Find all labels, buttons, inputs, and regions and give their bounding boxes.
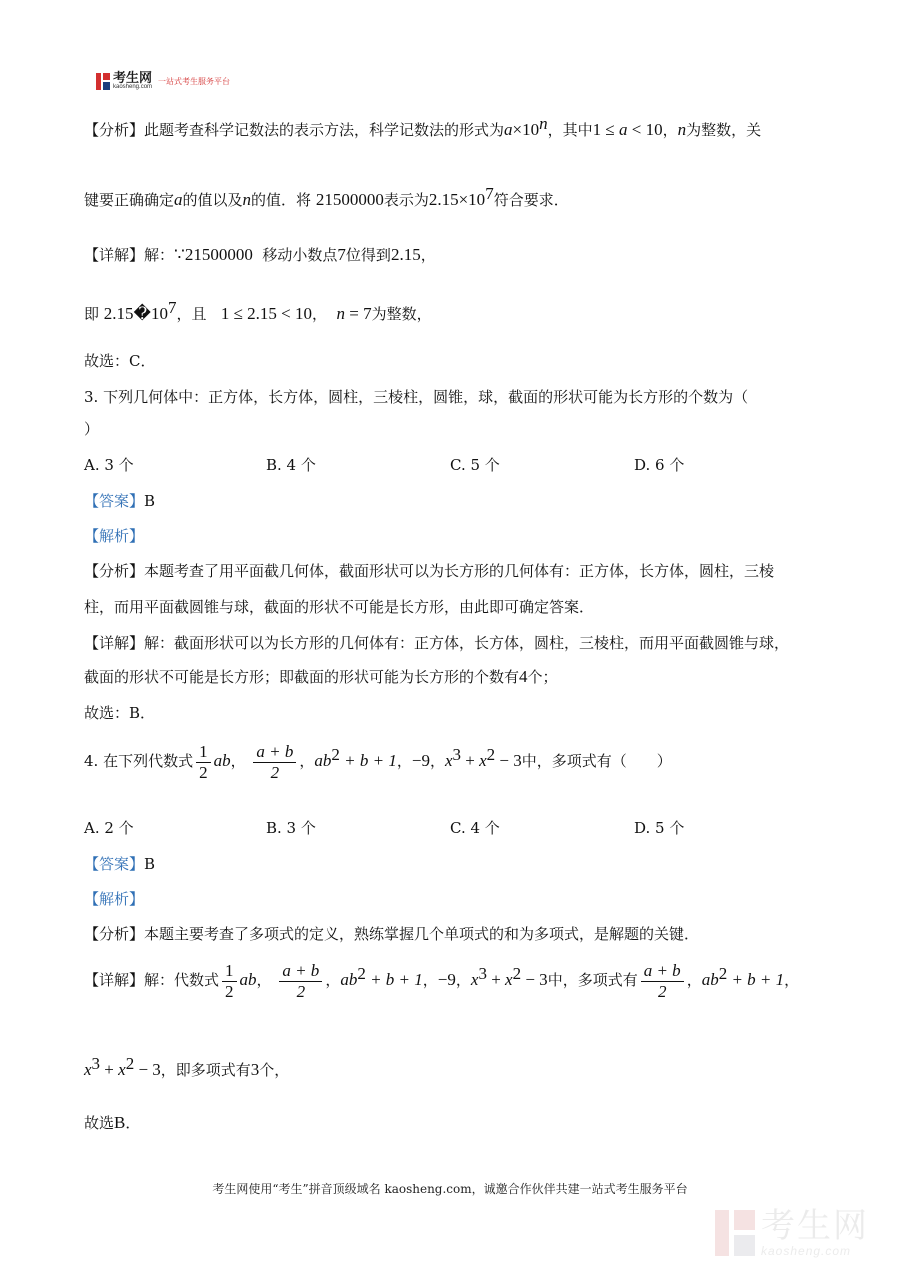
q2-n-var: n — [677, 120, 687, 139]
q4-answer-tag: 【答案】 — [84, 855, 145, 873]
watermark-domain: kaosheng.com — [761, 1244, 852, 1258]
q4-d-comma-5: ， — [686, 971, 702, 989]
q4-ab2: ab — [314, 751, 332, 770]
q4-d-f1-num: 1 — [222, 961, 237, 982]
q2-n-eq-var: n — [336, 304, 346, 323]
q3-answer: B — [144, 492, 156, 510]
q4-detail-line1 — [84, 954, 799, 1002]
logo-brand: 考生网 — [113, 70, 153, 85]
q4-ji-b: 个， — [259, 1061, 290, 1079]
q2-num-sci: 2.15×10 — [428, 190, 486, 209]
q2-comma2: ， — [420, 246, 436, 264]
q2-is-int: 为整数， — [371, 305, 432, 323]
q2-ineq: 1 ≤ 2.15 < 10 — [220, 304, 312, 323]
q4-answer-line — [84, 853, 155, 874]
q3-answer-tag: 【答案】 — [84, 492, 145, 510]
q3-option-a: A. 3 个 — [84, 456, 134, 474]
q4-d-comma-3: ， — [422, 971, 438, 989]
q2-num-big: 21500000 — [315, 190, 384, 209]
q2-analysis-line2 — [84, 184, 569, 210]
q3-detail-1: 解：截面形状可以为长方形的几何体有：正方体，长方体，圆柱，三棱柱，而用平面截圆锥与球， — [144, 634, 790, 652]
q4-ji-a: ，即多项式有 — [160, 1061, 251, 1079]
q2-line2-d: 表示为 — [383, 191, 429, 209]
q3-jiexi-tag: 【解析】 — [84, 527, 145, 545]
q4-j-minus3: − 3 — [134, 1060, 161, 1079]
q4-comma-3: ， — [396, 752, 412, 770]
q4-j-sq: 2 — [125, 1054, 135, 1073]
q4-d2-sq: 2 — [718, 964, 728, 983]
logo-domain: kaosheng.com — [113, 84, 153, 90]
q4-option-c: C. 4 个 — [450, 819, 500, 837]
q2-detail-a: 解： — [144, 246, 175, 264]
q4-ab: ab — [213, 751, 231, 770]
q2-comma-zhong: ，其中 — [547, 121, 593, 139]
q4-jiexi-tag: 【解析】 — [84, 890, 145, 908]
header-logo — [96, 72, 230, 91]
q3-analysis-tag: 【分析】 — [84, 562, 145, 580]
q4-d2-f2-num: a + b — [641, 961, 684, 982]
q3-option-b: B. 4 个 — [266, 456, 316, 474]
q2-val215: 2.15 — [390, 245, 421, 264]
q4-option-a: A. 2 个 — [84, 819, 134, 837]
q2-comma3: ， — [311, 305, 327, 323]
q4-sq2: 2 — [486, 745, 496, 764]
q2-sci-n: n — [539, 114, 548, 133]
q2-sci-x10: ×10 — [512, 120, 540, 139]
footer-text: 考生网使用“考生”拼音顶级域名 kaosheng.com，诚邀合作伙伴共建一站式考生服务平台 — [212, 1182, 688, 1196]
q2-detail-tag: 【详解】 — [84, 246, 145, 264]
q4-d-sq: 2 — [357, 964, 366, 983]
q2-sci-a: a — [504, 120, 513, 139]
q2-range-hi: < 10 — [627, 120, 663, 139]
q2-detail-num: 21500000 — [184, 245, 253, 264]
q2-because: ∵ — [174, 245, 185, 264]
q2-analysis-line1 — [84, 114, 761, 140]
q4-detail-mid: 中，多项式有 — [547, 971, 638, 989]
q4-period: ． — [125, 1114, 141, 1132]
q2-line2-a: 键要正确确定 — [84, 191, 175, 209]
q4-d-cube: 3 — [478, 964, 487, 983]
q4-comma-1: ， — [230, 752, 246, 770]
q3-answer-line — [84, 490, 155, 511]
q4-d-neg9: −9 — [437, 970, 456, 989]
q4-neg9: −9 — [411, 751, 430, 770]
q3-analysis-1: 本题考查了用平面截几何体，截面形状可以为长方形的几何体有：正方体，长方体，圆柱，三棱 — [144, 562, 775, 580]
q3-option-d: D. 6 个 — [634, 456, 685, 474]
q3-detail-2b: 个； — [527, 668, 558, 686]
q2-eq-left: 2.15�10 — [103, 304, 168, 323]
q4-stem-a: 4. 在下列代数式 — [84, 752, 194, 770]
q4-j-x2: x — [118, 1060, 126, 1079]
q4-d-f2-num: a + b — [279, 961, 322, 982]
q2-n-eq: = 7 — [345, 304, 372, 323]
q3-choose: 故选：B． — [84, 704, 156, 722]
q4-answer: B — [144, 855, 156, 873]
q2-qie: ，且 — [176, 305, 207, 323]
q4-comma-4: ， — [429, 752, 445, 770]
logo-icon — [96, 73, 110, 90]
q2-ji: 即 — [84, 305, 100, 323]
q4-three: 3 — [250, 1060, 260, 1079]
q4-j-cube: 3 — [91, 1054, 101, 1073]
q4-detail-fraction-half — [222, 961, 237, 1002]
watermark-logo-icon — [715, 1210, 755, 1256]
q4-plus: + — [461, 751, 480, 770]
q4-comma-end: ， — [784, 971, 800, 989]
q2-range-a: a — [618, 120, 628, 139]
q2-line2-b: 的值以及 — [182, 191, 243, 209]
q4-f2-num: a + b — [253, 742, 296, 763]
q4-f2-den: 2 — [270, 762, 280, 782]
q4-detail-a: 解：代数式 — [144, 971, 220, 989]
q4-d-x: x — [470, 970, 479, 989]
q4-j-plus: + — [100, 1060, 119, 1079]
q2-line2-e: 符合要求． — [493, 191, 569, 209]
q4-d-plus: + — [486, 970, 506, 989]
q2-range-lo: 1 ≤ — [592, 120, 619, 139]
q4-detail-fraction-sum — [279, 961, 322, 1002]
q4-x: x — [444, 751, 453, 770]
q4-d2-f2-den: 2 — [657, 981, 667, 1001]
q2-exp7b: 7 — [167, 298, 177, 317]
q2-exp7: 7 — [485, 184, 494, 203]
q4-d2-ab2: ab — [701, 970, 719, 989]
q2-line2-c: 的值．将 — [251, 191, 312, 209]
watermark — [715, 1208, 869, 1258]
q2-a-var: a — [174, 190, 183, 209]
q4-sq: 2 — [331, 745, 340, 764]
q3-stem: 3. 下列几何体中：正方体，长方体，圆柱，三棱柱，圆锥，球，截面的形状可能为长方形的个数为（ — [84, 388, 749, 406]
q4-d-comma-2: ， — [325, 971, 341, 989]
q4-detail-tag: 【详解】 — [84, 971, 145, 989]
q4-analysis-line — [84, 923, 699, 944]
q2-ji-line — [84, 298, 432, 324]
q4-choose-line — [84, 1112, 140, 1133]
q2-detail-c: 位得到 — [345, 246, 391, 264]
q3-analysis-line1 — [84, 560, 774, 581]
q4-stem-b: 中，多项式有（ ） — [521, 752, 672, 770]
q4-d-minus3: − 3 — [521, 970, 548, 989]
q4-j-x: x — [84, 1060, 92, 1079]
logo-slogan: 一站式考生服务平台 — [158, 77, 231, 86]
q4-d-f1-den: 2 — [225, 981, 234, 1001]
q4-f1-den: 2 — [199, 762, 208, 782]
q4-comma-2: ， — [299, 752, 315, 770]
q4-d-sq2: 2 — [512, 964, 522, 983]
q4-option-b: B. 3 个 — [266, 819, 316, 837]
q2-analysis-tag: 【分析】 — [84, 121, 145, 139]
q4-d-comma-4: ， — [455, 971, 471, 989]
q2-analysis-text-b: 为整数，关 — [686, 121, 762, 139]
q4-stem — [84, 735, 672, 783]
q4-d-f2-den: 2 — [296, 981, 306, 1001]
q3-detail-tag: 【详解】 — [84, 634, 145, 652]
q4-d-ab2: ab — [340, 970, 358, 989]
q4-d-plus-b1: + b + 1 — [365, 970, 423, 989]
q4-choose: 故选 — [84, 1114, 115, 1132]
q4-choose-b: B — [114, 1113, 126, 1132]
q4-option-d: D. 5 个 — [634, 819, 685, 837]
q4-fraction-sum — [253, 742, 296, 783]
q4-analysis-tag: 【分析】 — [84, 925, 145, 943]
q4-d-comma-1: ， — [256, 971, 272, 989]
q2-choose: 故选：C． — [84, 352, 156, 370]
q2-analysis-text: 此题考查科学记数法的表示方法，科学记数法的形式为 — [144, 121, 505, 139]
q3-analysis-2: 柱，而用平面截圆锥与球，截面的形状不可能是长方形，由此即可确定答案． — [84, 598, 595, 616]
q2-n-var2: n — [242, 190, 252, 209]
q4-fraction-half — [196, 742, 211, 783]
q3-option-c: C. 5 个 — [450, 456, 500, 474]
watermark-brand: 考生网 — [761, 1206, 869, 1246]
q3-count: 4 — [519, 667, 528, 686]
q4-f1-num: 1 — [196, 742, 211, 763]
q3-stem-end: ） — [84, 420, 100, 438]
q4-d2-plus-b1: + b + 1 — [727, 970, 785, 989]
q4-d-ab: ab — [239, 970, 257, 989]
q4-cube: 3 — [452, 745, 462, 764]
q4-detail-fraction-sum-2 — [641, 961, 684, 1002]
q3-detail-line2 — [84, 666, 558, 687]
q4-ji-line — [84, 1054, 289, 1080]
q2-detail-b: 移动小数点 — [262, 246, 338, 264]
q2-seven: 7 — [337, 245, 346, 264]
q2-comma: ， — [662, 121, 678, 139]
q4-plus-b1: + b + 1 — [339, 751, 397, 770]
q2-detail-line — [84, 244, 436, 265]
q3-detail-line1 — [84, 632, 789, 653]
q4-d-x2: x — [505, 970, 513, 989]
q3-detail-2a: 截面的形状不可能是长方形；即截面的形状可能为长方形的个数有 — [84, 668, 520, 686]
q4-minus3: − 3 — [495, 751, 522, 770]
q4-x2: x — [479, 751, 487, 770]
q4-analysis: 本题主要考查了多项式的定义，熟练掌握几个单项式的和为多项式，是解题的关键． — [144, 925, 700, 943]
